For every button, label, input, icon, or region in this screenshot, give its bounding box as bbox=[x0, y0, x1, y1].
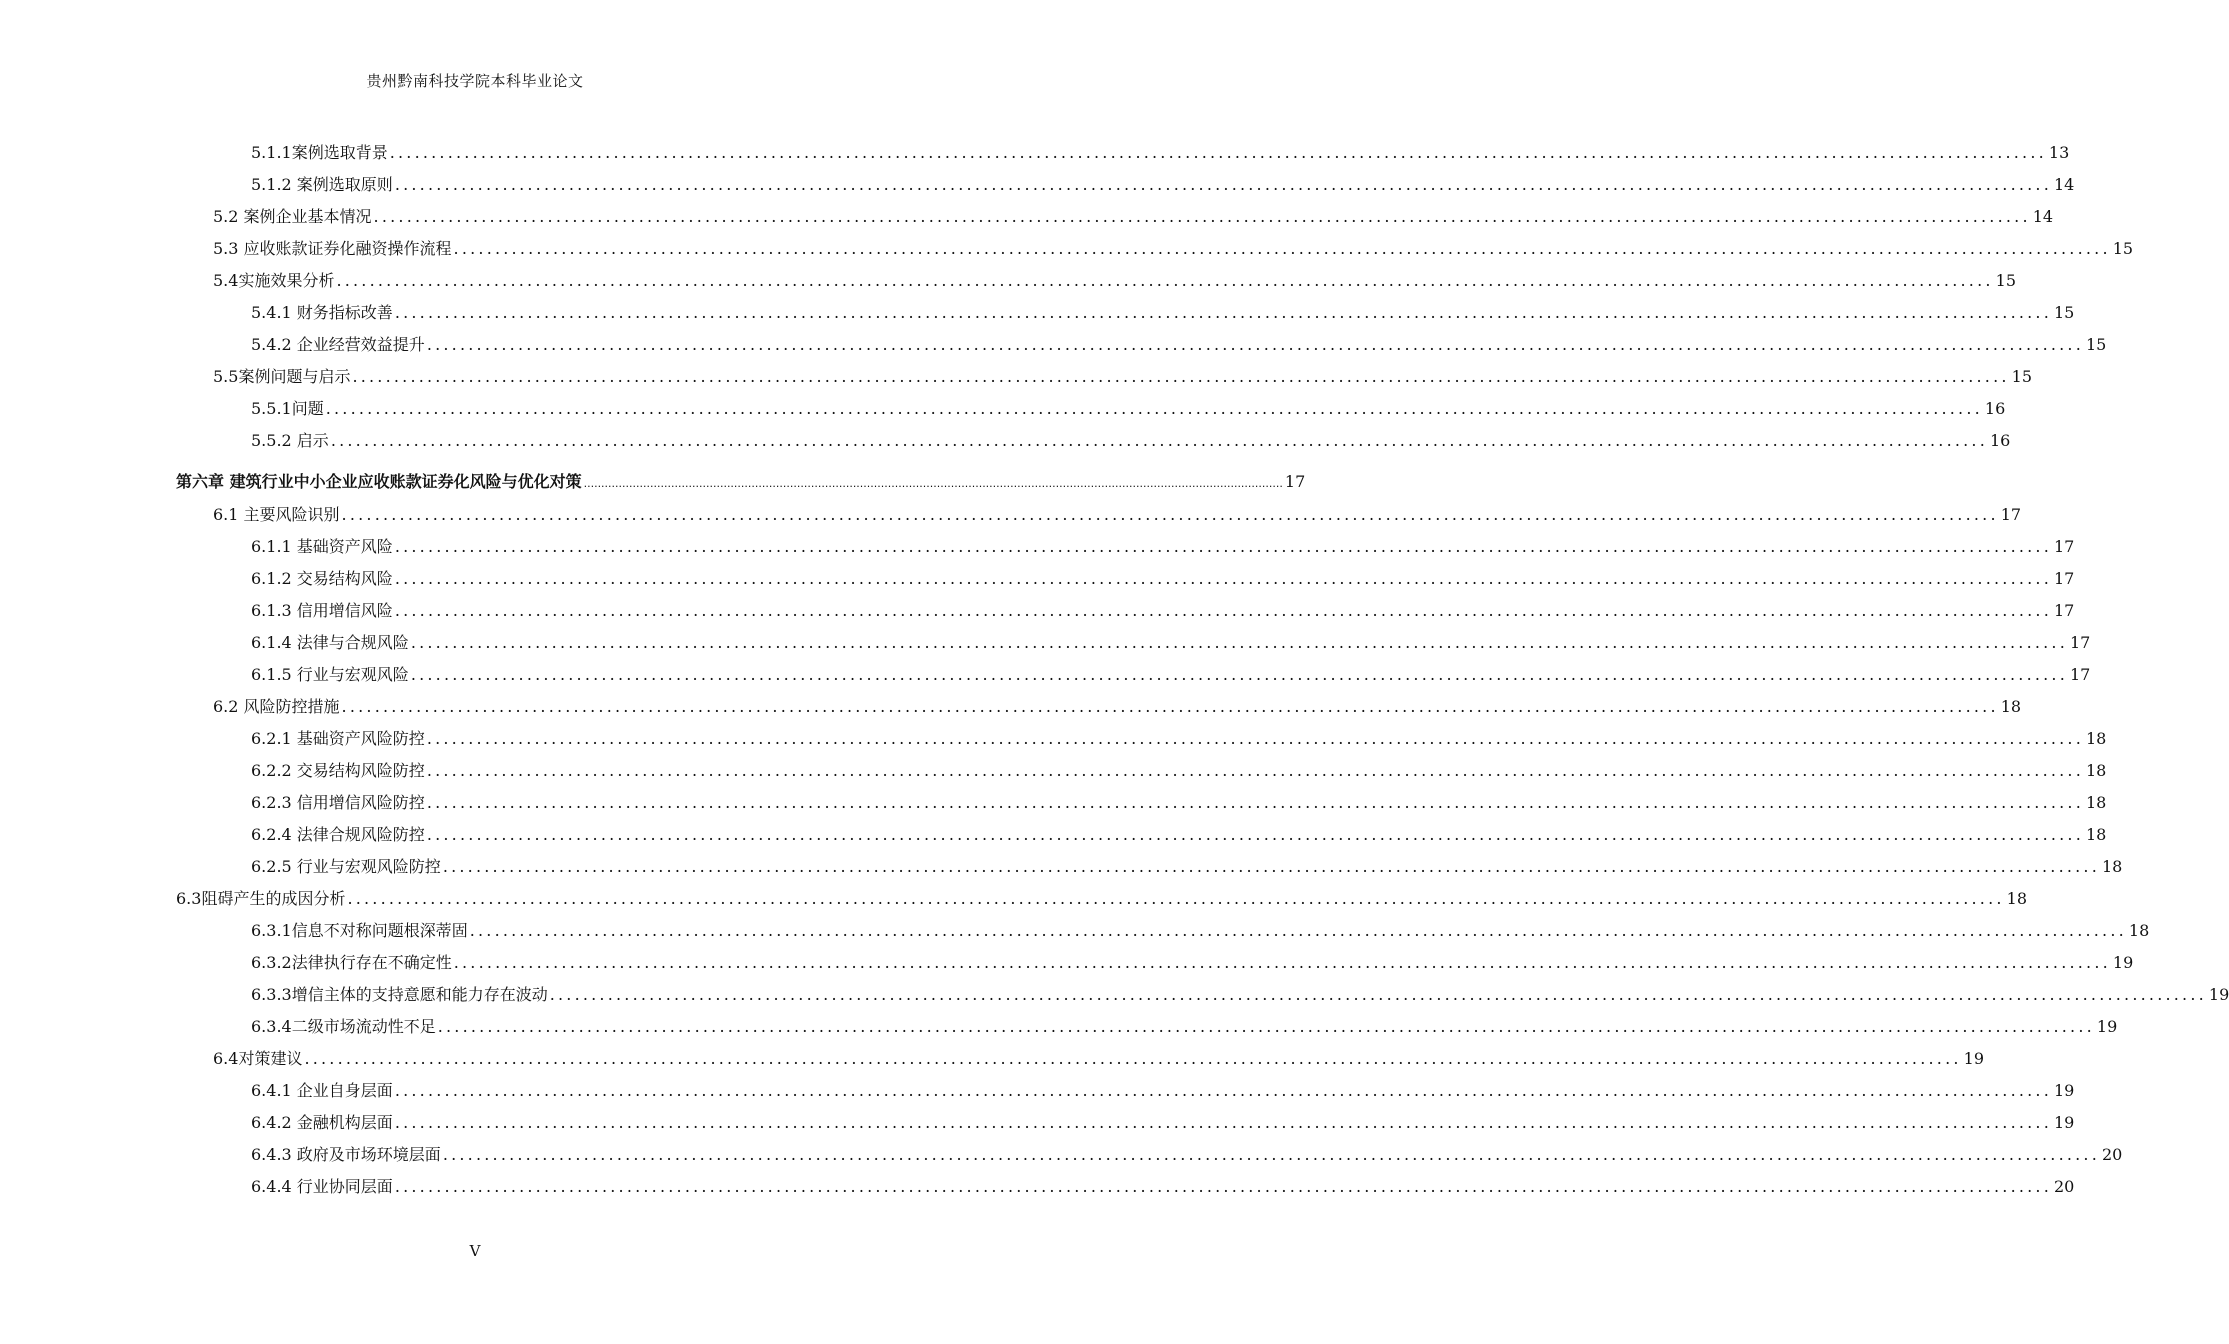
toc-entry-title: 5.1.1案例选取背景 bbox=[251, 143, 388, 162]
toc-entry-page: 15 bbox=[2112, 239, 2134, 258]
toc-dot-leader: ........................................................................................................................................................................................................ bbox=[453, 239, 2111, 258]
toc-entry-page: 18 bbox=[2086, 825, 2107, 844]
toc-dot-leader: ........................................................................................................................................................................................................ bbox=[426, 761, 2084, 780]
toc-entry-page: 18 bbox=[2086, 761, 2107, 780]
toc-entry-page: 19 bbox=[2096, 1017, 2118, 1036]
toc-entry-title: 6.1.4 法律与合规风险 bbox=[251, 633, 409, 652]
toc-entry-title: 6.4.1 企业自身层面 bbox=[251, 1081, 393, 1100]
toc-dot-leader: ........................................................................................................................................................................................................ bbox=[330, 431, 1988, 450]
toc-entry-title: 6.3.4二级市场流动性不足 bbox=[251, 1017, 436, 1036]
toc-entry-title: 6.2.4 法律合规风险防控 bbox=[251, 825, 425, 844]
toc-dot-leader: ........................................................................................................................................................................................................ bbox=[583, 477, 1283, 490]
toc-entry-page: 15 bbox=[2086, 335, 2107, 354]
toc-entry-title: 6.1 主要风险识别 bbox=[213, 505, 340, 524]
toc-entry-page: 19 bbox=[2208, 985, 2229, 1004]
toc-entry[interactable] bbox=[251, 1140, 2123, 1170]
toc-dot-leader: ........................................................................................................................................................................................................ bbox=[437, 1017, 2095, 1036]
toc-entry-title: 6.2.5 行业与宏观风险防控 bbox=[251, 857, 441, 876]
toc-dot-leader: ........................................................................................................................................................................................................ bbox=[410, 633, 2068, 652]
toc-dot-leader: ........................................................................................................................................................................................................ bbox=[394, 1081, 2052, 1100]
toc-dot-leader: ........................................................................................................................................................................................................ bbox=[304, 1049, 1962, 1068]
toc-entry-page: 17 bbox=[2054, 569, 2075, 588]
toc-entry-page: 17 bbox=[2070, 633, 2091, 652]
toc-entry-page: 18 bbox=[2000, 697, 2022, 716]
toc-dot-leader: ........................................................................................................................................................................................................ bbox=[373, 207, 2031, 226]
toc-dot-leader: ........................................................................................................................................................................................................ bbox=[426, 825, 2084, 844]
toc-dot-leader: ........................................................................................................................................................................................................ bbox=[341, 505, 1999, 524]
toc-dot-leader: ........................................................................................................................................................................................................ bbox=[442, 857, 2100, 876]
toc-entry[interactable] bbox=[213, 692, 2022, 722]
toc-entry[interactable] bbox=[251, 916, 2150, 946]
toc-entry-title: 5.5.2 启示 bbox=[251, 431, 329, 450]
toc-entry-title: 6.1.2 交易结构风险 bbox=[251, 569, 393, 588]
toc-dot-leader: ........................................................................................................................................................................................................ bbox=[453, 953, 2111, 972]
toc-entry[interactable] bbox=[251, 948, 2134, 978]
toc-entry-title: 6.4对策建议 bbox=[213, 1049, 303, 1068]
toc-entry-title: 6.4.4 行业协同层面 bbox=[251, 1177, 393, 1196]
toc-entry-page: 19 bbox=[2112, 953, 2134, 972]
toc-entry[interactable] bbox=[213, 362, 2032, 392]
toc-entry-page: 18 bbox=[2128, 921, 2150, 940]
toc-entry-title: 6.2.1 基础资产风险防控 bbox=[251, 729, 425, 748]
toc-entry[interactable] bbox=[213, 234, 2134, 264]
toc-entry-title: 6.3.2法律执行存在不确定性 bbox=[251, 953, 452, 972]
toc-entry-page: 17 bbox=[2000, 505, 2022, 524]
toc-entry-title: 5.2 案例企业基本情况 bbox=[213, 207, 372, 226]
toc-entry-page: 19 bbox=[1963, 1049, 1984, 1068]
page-number: V bbox=[469, 1242, 481, 1260]
toc-entry[interactable] bbox=[251, 1172, 2075, 1202]
toc-entry[interactable] bbox=[251, 330, 2107, 360]
toc-entry-page: 13 bbox=[2048, 143, 2070, 162]
toc-dot-leader: ........................................................................................................................................................................................................ bbox=[389, 143, 2047, 162]
toc-entry-title: 6.2.2 交易结构风险防控 bbox=[251, 761, 425, 780]
toc-entry-title: 第六章 建筑行业中小企业应收账款证券化风险与优化对策 bbox=[176, 472, 582, 491]
toc-dot-leader: ........................................................................................................................................................................................................ bbox=[394, 537, 2052, 556]
toc-dot-leader: ........................................................................................................................................................................................................ bbox=[347, 889, 2005, 908]
toc-entry[interactable] bbox=[251, 170, 2075, 200]
toc-entry[interactable] bbox=[213, 202, 2054, 232]
toc-entry-title: 6.4.3 政府及市场环境层面 bbox=[251, 1145, 441, 1164]
toc-entry-page: 17 bbox=[1284, 472, 1306, 491]
toc-entry-title: 5.4.1 财务指标改善 bbox=[251, 303, 393, 322]
toc-entry-title: 5.4.2 企业经营效益提升 bbox=[251, 335, 425, 354]
toc-dot-leader: ........................................................................................................................................................................................................ bbox=[394, 569, 2052, 588]
toc-dot-leader: ........................................................................................................................................................................................................ bbox=[426, 335, 2084, 354]
toc-entry-page: 20 bbox=[2102, 1145, 2123, 1164]
toc-entry[interactable] bbox=[251, 660, 2091, 690]
toc-entry[interactable] bbox=[251, 596, 2075, 626]
toc-entry-title: 6.2.3 信用增信风险防控 bbox=[251, 793, 425, 812]
page-header: 贵州黔南科技学院本科毕业论文 bbox=[366, 72, 584, 90]
toc-entry-page: 16 bbox=[1984, 399, 2006, 418]
toc-entry-page: 19 bbox=[2054, 1113, 2075, 1132]
toc-entry[interactable] bbox=[251, 820, 2107, 850]
toc-dot-leader: ........................................................................................................................................................................................................ bbox=[394, 601, 2052, 620]
toc-entry[interactable] bbox=[251, 788, 2107, 818]
toc-entry[interactable] bbox=[251, 138, 2070, 168]
toc-dot-leader: ........................................................................................................................................................................................................ bbox=[394, 303, 2052, 322]
toc-entry-page: 16 bbox=[1990, 431, 2011, 450]
toc-entry-title: 5.5案例问题与启示 bbox=[213, 367, 351, 386]
toc-dot-leader: ........................................................................................................................................................................................................ bbox=[549, 985, 2207, 1004]
toc-dot-leader: ........................................................................................................................................................................................................ bbox=[426, 729, 2084, 748]
toc-dot-leader: ........................................................................................................................................................................................................ bbox=[352, 367, 2010, 386]
toc-dot-leader: ........................................................................................................................................................................................................ bbox=[341, 697, 1999, 716]
toc-entry-title: 6.1.3 信用增信风险 bbox=[251, 601, 393, 620]
toc-entry-title: 5.4实施效果分析 bbox=[213, 271, 335, 290]
toc-entry-title: 6.1.5 行业与宏观风险 bbox=[251, 665, 409, 684]
toc-entry[interactable] bbox=[251, 852, 2123, 882]
toc-entry[interactable] bbox=[213, 266, 2016, 296]
toc-entry-title: 6.3.3增信主体的支持意愿和能力存在波动 bbox=[251, 985, 548, 1004]
toc-entry[interactable] bbox=[176, 467, 1306, 497]
toc-entry-title: 5.1.2 案例选取原则 bbox=[251, 175, 393, 194]
toc-entry-page: 14 bbox=[2032, 207, 2054, 226]
toc-entry-title: 6.3.1信息不对称问题根深蒂固 bbox=[251, 921, 468, 940]
toc-entry[interactable] bbox=[251, 394, 2006, 424]
toc-entry[interactable] bbox=[251, 724, 2107, 754]
toc-entry[interactable] bbox=[251, 426, 2011, 456]
toc-entry[interactable] bbox=[251, 564, 2075, 594]
toc-entry-page: 14 bbox=[2054, 175, 2075, 194]
toc-entry-page: 18 bbox=[2006, 889, 2027, 908]
toc-entry-page: 17 bbox=[2054, 537, 2075, 556]
toc-entry-page: 17 bbox=[2054, 601, 2075, 620]
toc-entry-title: 5.5.1问题 bbox=[251, 399, 324, 418]
toc-dot-leader: ........................................................................................................................................................................................................ bbox=[336, 271, 1994, 290]
toc-entry[interactable] bbox=[251, 298, 2075, 328]
toc-entry[interactable] bbox=[251, 1108, 2075, 1138]
toc-dot-leader: ........................................................................................................................................................................................................ bbox=[442, 1145, 2100, 1164]
toc-dot-leader: ........................................................................................................................................................................................................ bbox=[394, 1113, 2052, 1132]
toc-entry-page: 20 bbox=[2054, 1177, 2075, 1196]
toc-entry-page: 18 bbox=[2102, 857, 2123, 876]
toc-entry-page: 18 bbox=[2086, 793, 2107, 812]
toc-entry-title: 6.2 风险防控措施 bbox=[213, 697, 340, 716]
toc-entry[interactable] bbox=[251, 628, 2091, 658]
toc-dot-leader: ........................................................................................................................................................................................................ bbox=[325, 399, 1983, 418]
toc-dot-leader: ........................................................................................................................................................................................................ bbox=[394, 1177, 2052, 1196]
toc-entry-title: 6.1.1 基础资产风险 bbox=[251, 537, 393, 556]
toc-entry[interactable] bbox=[251, 1012, 2118, 1042]
toc-entry-page: 15 bbox=[1995, 271, 2016, 290]
toc-entry-page: 19 bbox=[2054, 1081, 2075, 1100]
toc-entry-title: 6.4.2 金融机构层面 bbox=[251, 1113, 393, 1132]
toc-entry[interactable] bbox=[213, 500, 2022, 530]
toc-entry-page: 15 bbox=[2054, 303, 2075, 322]
toc-entry[interactable] bbox=[251, 1076, 2075, 1106]
toc-entry-title: 5.3 应收账款证券化融资操作流程 bbox=[213, 239, 452, 258]
toc-entry[interactable] bbox=[251, 980, 2229, 1010]
toc-dot-leader: ........................................................................................................................................................................................................ bbox=[426, 793, 2084, 812]
toc-entry[interactable] bbox=[251, 756, 2107, 786]
toc-entry-page: 15 bbox=[2011, 367, 2032, 386]
toc-dot-leader: ........................................................................................................................................................................................................ bbox=[410, 665, 2068, 684]
toc-entry[interactable] bbox=[176, 884, 2027, 914]
toc-dot-leader: ........................................................................................................................................................................................................ bbox=[469, 921, 2127, 940]
toc-entry[interactable] bbox=[251, 532, 2075, 562]
toc-entry[interactable] bbox=[213, 1044, 1984, 1074]
toc-dot-leader: ........................................................................................................................................................................................................ bbox=[394, 175, 2052, 194]
toc-entry-page: 18 bbox=[2086, 729, 2107, 748]
toc-entry-page: 17 bbox=[2070, 665, 2091, 684]
toc-entry-title: 6.3阻碍产生的成因分析 bbox=[176, 889, 346, 908]
